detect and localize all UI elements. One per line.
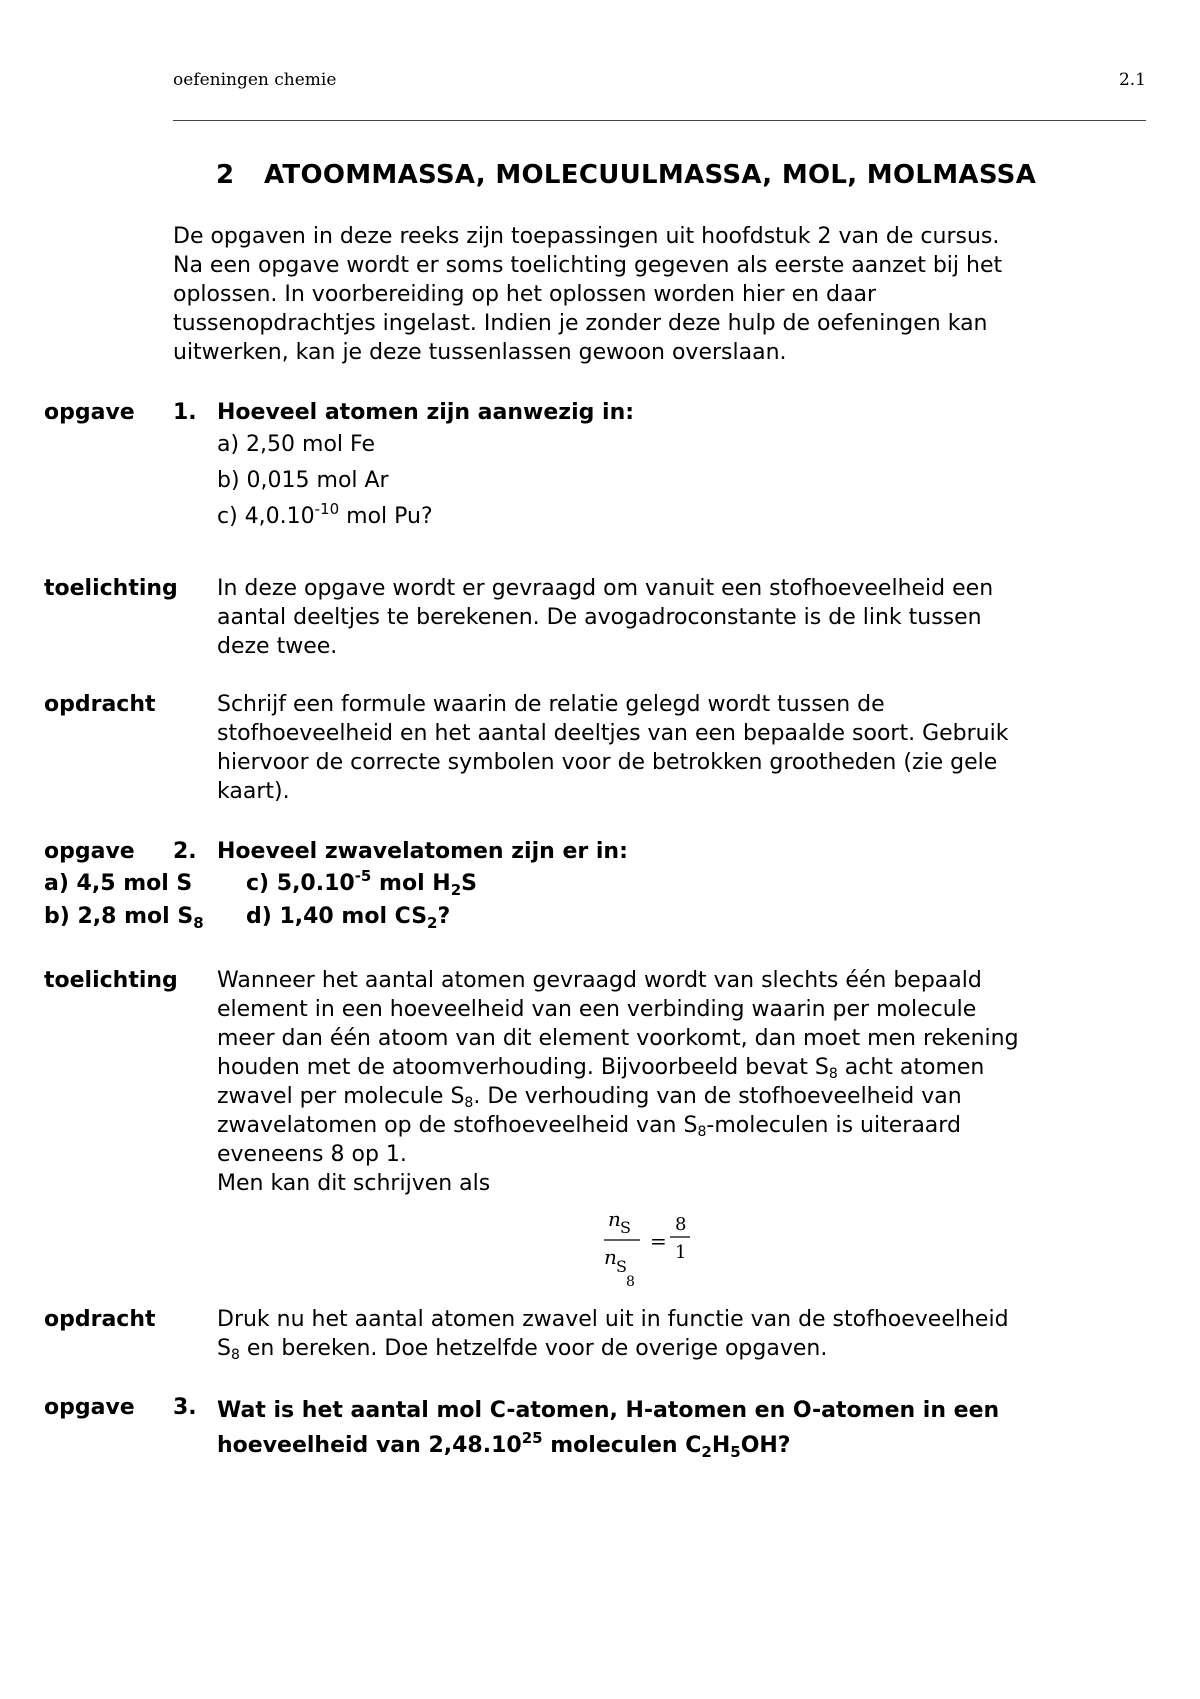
intro-line: tussenopdrachtjes ingelast. Indien je zonder deze hulp de oefeningen kan — [173, 311, 988, 336]
text-line — [217, 1053, 1147, 1082]
text-line — [217, 1334, 1147, 1363]
text-span: moleculen C — [542, 1433, 702, 1458]
text-line: deze twee. — [217, 634, 338, 659]
q1-question: Hoeveel atomen zijn aanwezig in: — [217, 400, 635, 425]
label-opdracht-2: opdracht — [44, 1307, 156, 1332]
q2-opdracht — [217, 1305, 1147, 1363]
text-line: Men kan dit schrijven als — [217, 1171, 491, 1196]
intro-line: uitwerken, kan je deze tussenlassen gewoon overslaan. — [173, 340, 787, 365]
q2-c-sub: 2 — [450, 881, 462, 899]
text-line: aantal deeltjes te berekenen. De avogadroconstante is de link tussen — [217, 605, 982, 630]
text-line: element in een hoeveelheid van een verbinding waarin per molecule — [217, 997, 977, 1022]
label-toelichting-2: toelichting — [44, 968, 178, 993]
q2-d-base: d) 1,40 mol CS — [246, 904, 428, 929]
q2-row-1 — [44, 867, 477, 900]
text-line: Schrijf een formule waarin de relatie gelegd wordt tussen de — [217, 692, 885, 717]
subscript: 8 — [697, 1124, 707, 1140]
q2-d-sub: 2 — [427, 914, 438, 932]
exponent: 25 — [521, 1429, 543, 1447]
q1-item-a: a) 2,50 mol Fe — [217, 432, 376, 457]
text-line: hiervoor de correcte symbolen voor de betrokken grootheden (zie gele — [217, 750, 998, 775]
q1-c-base: c) 4,0.10 — [217, 504, 315, 529]
text-span: zwavelatomen op de stofhoeveelheid van S — [217, 1113, 698, 1138]
label-opgave-3: opgave — [44, 1395, 135, 1420]
formula-rhs-num: 8 — [675, 1214, 687, 1235]
text-line: meer dan één atoom van dit element voorkomt, dan moet men rekening — [217, 1026, 1019, 1051]
text-span: zwavel per molecule S — [217, 1084, 465, 1109]
q2-c-rest: S — [461, 871, 477, 896]
text-span: S — [217, 1336, 231, 1361]
text-span: hoeveelheid van 2,48.10 — [217, 1433, 522, 1458]
q2-d-rest: ? — [437, 904, 451, 929]
formula-equals: = — [650, 1229, 667, 1253]
q3-number: 3. — [173, 1395, 197, 1420]
text-line — [217, 1111, 1147, 1140]
running-header-left: oefeningen chemie — [173, 70, 337, 90]
q3-question — [217, 1393, 1147, 1463]
subscript: 5 — [730, 1443, 741, 1461]
q1-answers — [217, 430, 433, 538]
text-span: houden met de atoomverhouding. Bijvoorbeeld bevat S — [217, 1055, 829, 1080]
ratio-formula — [600, 1206, 700, 1296]
q2-toelichting — [217, 966, 1147, 1198]
text-span: . De verhouding van de stofhoeveelheid van — [473, 1084, 962, 1109]
label-opgave-2: opgave — [44, 839, 135, 864]
subscript: 8 — [230, 1347, 240, 1363]
subscript: 8 — [464, 1095, 474, 1111]
formula-den-sub: S — [616, 1257, 627, 1276]
q2-item-a: a) 4,5 mol S — [44, 871, 193, 896]
chapter-title-text: ATOOMMASSA, MOLECUULMASSA, MOL, MOLMASSA — [264, 160, 1037, 190]
label-opdracht-1: opdracht — [44, 692, 156, 717]
intro-line: Na een opgave wordt er soms toelichting gegeven als eerste aanzet bij het — [173, 253, 1003, 278]
q1-c-rest: mol Pu? — [339, 504, 433, 529]
label-toelichting-1: toelichting — [44, 576, 178, 601]
q2-b-base: b) 2,8 mol S — [44, 904, 194, 929]
q1-item-c — [217, 502, 433, 531]
q2-question: Hoeveel zwavelatomen zijn er in: — [217, 839, 628, 864]
q2-number: 2. — [173, 839, 197, 864]
text-line: Wat is het aantal mol C-atomen, H-atomen en O-atomen in een — [217, 1398, 1000, 1423]
text-line: kaart). — [217, 779, 290, 804]
text-span: OH? — [740, 1433, 791, 1458]
chapter-number: 2 — [216, 160, 235, 190]
text-span: H — [711, 1433, 731, 1458]
q2-c-mid: mol H — [371, 871, 451, 896]
formula-rhs-den: 1 — [675, 1242, 687, 1263]
text-line: Wanneer het aantal atomen gevraagd wordt van slechts één bepaald — [217, 968, 982, 993]
q1-opdracht — [217, 690, 1147, 806]
chapter-title — [216, 160, 1036, 190]
text-line: Druk nu het aantal atomen zwavel uit in functie van de stofhoeveelheid — [217, 1307, 1009, 1332]
q2-c-base: c) 5,0.10 — [246, 871, 355, 896]
q2-b-sub: 8 — [193, 914, 204, 932]
text-line — [217, 1082, 1147, 1111]
formula-num-var: n — [608, 1207, 621, 1231]
q1-toelichting — [217, 574, 1147, 661]
header-rule — [173, 120, 1146, 121]
formula-den-var: n — [604, 1245, 617, 1269]
intro-line: De opgaven in deze reeks zijn toepassingen uit hoofdstuk 2 van de cursus. — [173, 224, 1000, 249]
page-number: 2.1 — [1118, 70, 1146, 90]
q1-number: 1. — [173, 400, 197, 425]
formula-den-subsub: 8 — [626, 1274, 635, 1290]
text-line — [217, 1428, 1147, 1463]
text-span: -moleculen is uiteraard — [706, 1113, 961, 1138]
q2-c-exponent: -5 — [354, 867, 372, 885]
text-line: In deze opgave wordt er gevraagd om vanuit een stofhoeveelheid een — [217, 576, 994, 601]
label-opgave-1: opgave — [44, 400, 135, 425]
text-line: stofhoeveelheid en het aantal deeltjes van een bepaalde soort. Gebruik — [217, 721, 1009, 746]
q1-c-exponent: -10 — [314, 500, 340, 518]
q2-row-2 — [44, 900, 450, 933]
text-line: eveneens 8 op 1. — [217, 1142, 407, 1167]
q2-item-b — [44, 900, 246, 933]
intro-paragraph — [173, 222, 1133, 367]
text-span: acht atomen — [837, 1055, 985, 1080]
q2-item-c — [246, 867, 477, 900]
text-span: en bereken. Doe hetzelfde voor de overige opgaven. — [239, 1336, 828, 1361]
subscript: 8 — [828, 1066, 838, 1082]
formula-num-sub: S — [620, 1218, 631, 1237]
q1-item-b: b) 0,015 mol Ar — [217, 468, 389, 493]
q2-item-d — [246, 900, 450, 933]
intro-line: oplossen. In voorbereiding op het oplossen worden hier en daar — [173, 282, 877, 307]
subscript: 2 — [701, 1443, 712, 1461]
